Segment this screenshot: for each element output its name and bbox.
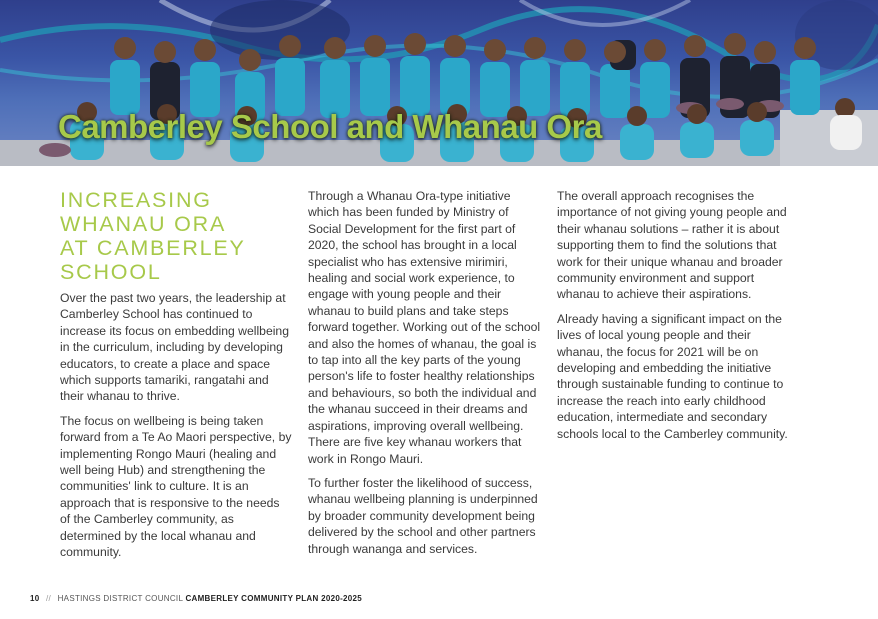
column-2 [308, 188, 544, 565]
page-number: 10 [30, 594, 40, 603]
hero-photo [0, 0, 878, 166]
heading-line: SCHOOL [60, 260, 162, 284]
footer-separator: // [46, 594, 52, 603]
heading-line: WHANAU ORA [60, 212, 227, 236]
paragraph: The focus on wellbeing is being taken forward from a Te Ao Maori perspective, by implementing Rongo Mauri (healing and well being Hub) and strengthening the communities' link to culture. It is an approach that is responsive to the needs of the Camberley community, as determined by the local whanau and community. [60, 413, 292, 560]
paragraph: To further foster the likelihood of success, whanau wellbeing planning is underpinned by broader community development being delivered by the school and other partners through wananga and services. [308, 475, 538, 556]
page-footer [30, 594, 362, 603]
paragraph: Already having a significant impact on the lives of local young people and their whanau, the focus for 2021 will be on developing and embedding the initiative through sustainable funding to continue to increase the reach into early childhood education, intermediate and secondary schools local to the Camberley community. [557, 311, 788, 441]
footer-plan-title: CAMBERLEY COMMUNITY PLAN 2020-2025 [185, 594, 363, 603]
column-1 [60, 188, 292, 569]
footer-council: HASTINGS DISTRICT COUNCIL [57, 594, 183, 603]
paragraph: Over the past two years, the leadership at Camberley School has continued to increase its focus on embedding wellbeing in the curriculum, including by developing educators, to create a place and space which supports tamariki, rangatahi and their whanau to thrive. [60, 291, 289, 404]
hero-title: Camberley School and Whanau Ora [58, 108, 602, 145]
heading-line: INCREASING [60, 188, 212, 212]
heading-line: AT CAMBERLEY [60, 236, 246, 260]
column-3 [557, 188, 797, 450]
paragraph: The overall approach recognises the importance of not giving young people and their whanau solutions – rather it is about supporting them to find the solutions that work for their unique whanau and broader community environment and support whanau to achieve their aspirations. [557, 189, 787, 302]
paragraph: Through a Whanau Ora-type initiative which has been funded by Ministry of Social Development for the first part of 2020, the school has brought in a local specialist who has extensive mirimiri, healing and social work experience, to engage with young people and their whanau to build plans and take steps forward together. Working out of the school and also the homes of whanau, the goal is to tap into all the key parts of the young person's life to foster healthy relationships and behaviours, so both the individual and the whanau succeed in their dreams and aspirations, improving overall wellbeing. There are five key whanau workers that work in Rongo Mauri. [308, 189, 541, 466]
article-heading [60, 188, 292, 284]
